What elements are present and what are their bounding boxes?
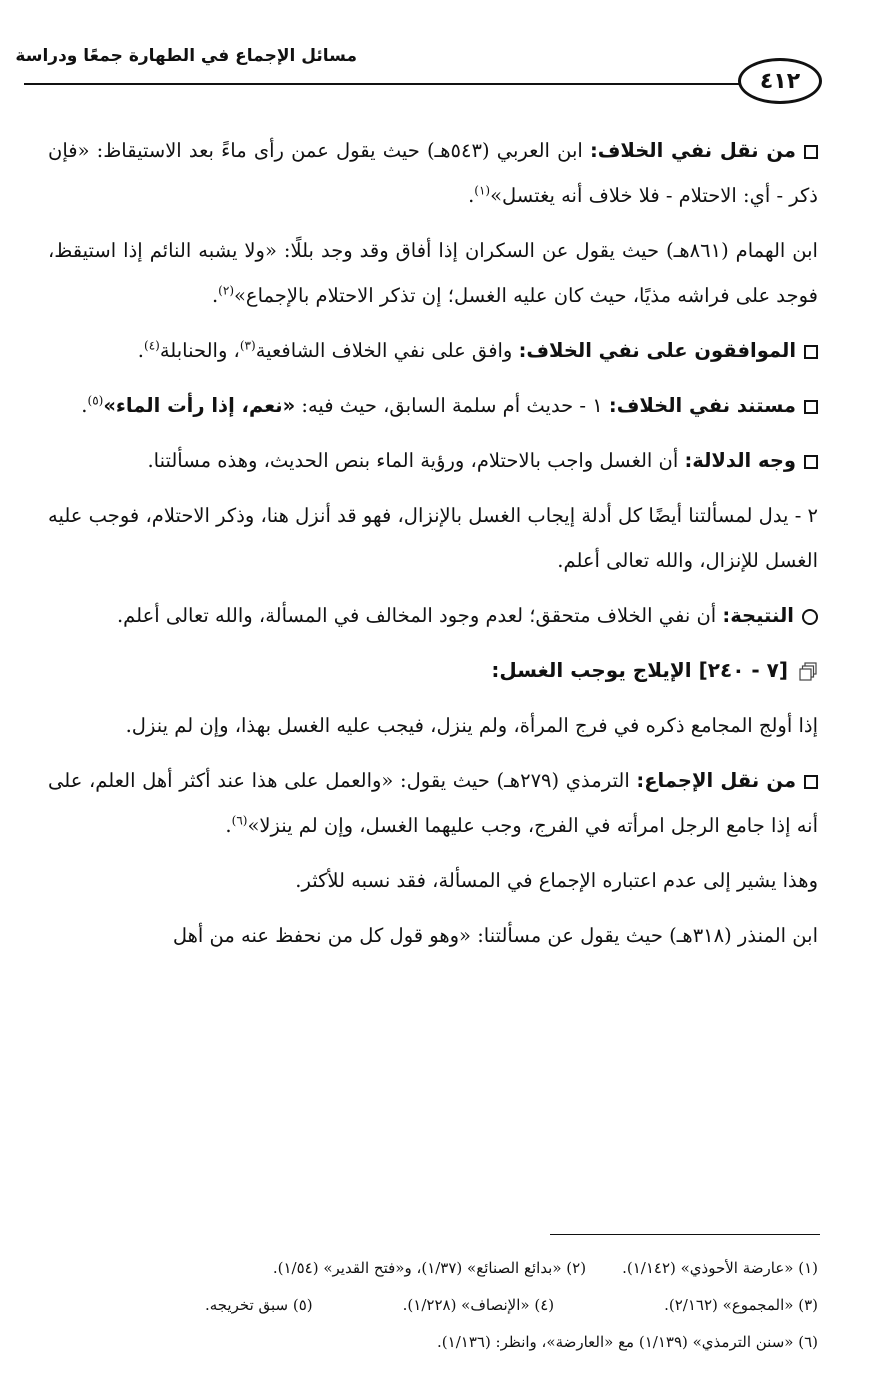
paragraph-text: ٢ - يدل لمسألتنا أيضًا كل أدلة إيجاب الغسل بالإنزال، فهو قد أنزل هنا، وذكر الاحتلام، فوجب عليه الغسل للإنزال، والله تعالى أعلم. bbox=[48, 504, 818, 572]
footnote-ref: (٣) bbox=[239, 338, 256, 353]
paragraph-text: الترمذي (٢٧٩هـ) حيث يقول: «والعمل على هذا عند أكثر أهل العلم، على أنه إذا جامع الرجل امرأته في الفرج، وجب عليهما الغسل، وإن لم ينزلا» bbox=[48, 769, 818, 837]
paragraph-text: ١ - حديث أم سلمة السابق، حيث فيه: bbox=[295, 394, 609, 417]
paragraph-text: وهذا يشير إلى عدم اعتباره الإجماع في المسألة، فقد نسبه للأكثر. bbox=[295, 869, 818, 892]
paragraph-label: مستند نفي الخلاف: bbox=[608, 394, 796, 417]
paragraph-evidence-aspect bbox=[48, 438, 818, 483]
footnote-line bbox=[48, 1250, 818, 1287]
paragraph-end: . bbox=[468, 184, 475, 207]
square-bullet-icon bbox=[804, 775, 818, 789]
paragraph-issue-statement bbox=[48, 703, 818, 748]
footnote: (٣) «المجموع» (٢/١٦٢). bbox=[664, 1296, 818, 1314]
footnote-rule bbox=[550, 1234, 820, 1235]
section-heading bbox=[48, 648, 818, 693]
paragraph-ibn-almundhir bbox=[48, 913, 818, 958]
paragraph-label: من نقل نفي الخلاف: bbox=[589, 139, 796, 162]
paragraph-text: ، والحنابلة bbox=[159, 339, 240, 362]
footnote-ref: (٦) bbox=[231, 813, 248, 828]
paragraph-text: ابن العربي (٥٤٣هـ) حيث يقول عمن رأى ماءً بعد الاستيقاظ: «فإن ذكر - أي: الاحتلام - فلا خلاف أنه يغتسل» bbox=[48, 139, 818, 207]
paragraph-text: أن الغسل واجب بالاحتلام، ورؤية الماء بنص الحديث، وهذه مسألتنا. bbox=[147, 449, 685, 472]
paragraph-text: ابن الهمام (٨٦١هـ) حيث يقول عن السكران إذا أفاق وقد وجد بللًا: «ولا يشبه النائم إذا استيقظ، فوجد على فراشه مذيًا، حيث كان عليه الغسل؛ إن تذكر الاحتلام بالإجماع» bbox=[48, 239, 818, 307]
paragraph-result bbox=[48, 593, 818, 638]
circle-bullet-icon bbox=[802, 609, 818, 625]
paragraph-transmitters-of-consensus bbox=[48, 758, 818, 848]
stacked-pages-icon bbox=[798, 662, 818, 682]
footnote: (٤) «الإنصاف» (١/٢٢٨). bbox=[402, 1296, 555, 1314]
paragraph-text: وافق على نفي الخلاف الشافعية bbox=[255, 339, 519, 362]
footnote: (٢) «بدائع الصنائع» (١/٣٧)، و«فتح القدير» (١/٥٤). bbox=[272, 1259, 587, 1277]
paragraph-text: ابن المنذر (٣١٨هـ) حيث يقول عن مسألتنا: «وهو قول كل من نحفظ عنه من أهل bbox=[172, 924, 818, 947]
paragraph-basis bbox=[48, 383, 818, 428]
section-heading-text: [٧ - ٢٤٠] الإيلاج يوجب الغسل: bbox=[491, 658, 788, 682]
running-header-title: مسائل الإجماع في الطهارة جمعًا ودراسة bbox=[15, 46, 357, 66]
header-rule bbox=[24, 83, 759, 85]
footnote-line bbox=[48, 1324, 818, 1361]
paragraph-label: النتيجة: bbox=[722, 604, 794, 627]
paragraph-end: . bbox=[137, 339, 144, 362]
paragraph-end: . bbox=[81, 394, 88, 417]
footnote: (٦) «سنن الترمذي» (١/١٣٩) مع «العارضة»، وانظر: (١/١٣٦). bbox=[437, 1333, 818, 1351]
footnote: (٥) سبق تخريجه. bbox=[204, 1296, 313, 1314]
square-bullet-icon bbox=[804, 345, 818, 359]
footnote-ref: (٥) bbox=[87, 393, 104, 408]
paragraph-label: الموافقون على نفي الخلاف: bbox=[518, 339, 796, 362]
paragraph-end: . bbox=[225, 814, 232, 837]
paragraph-label: من نقل الإجماع: bbox=[636, 769, 797, 792]
page-number: ٤١٢ bbox=[738, 58, 822, 104]
footnote-line bbox=[48, 1287, 818, 1324]
footnote: (١) «عارضة الأحوذي» (١/١٤٢). bbox=[622, 1259, 818, 1277]
paragraph-text: إذا أولج المجامع ذكره في فرج المرأة، ولم ينزل، فيجب عليه الغسل بهذا، وإن لم ينزل. bbox=[125, 714, 818, 737]
footnote-ref: (١) bbox=[474, 183, 491, 198]
footnote-ref: (٤) bbox=[144, 338, 160, 353]
paragraph-transmitters-of-no-dispute bbox=[48, 128, 818, 218]
paragraph-agreeing-scholars bbox=[48, 328, 818, 373]
square-bullet-icon bbox=[804, 455, 818, 469]
footnote-ref: (٢) bbox=[218, 283, 234, 298]
hadith-quote: «نعم، إذا رأت الماء» bbox=[103, 394, 296, 417]
footnotes bbox=[48, 1250, 818, 1361]
paragraph-second-evidence bbox=[48, 493, 818, 583]
square-bullet-icon bbox=[804, 145, 818, 159]
paragraph-label: وجه الدلالة: bbox=[684, 449, 796, 472]
square-bullet-icon bbox=[804, 400, 818, 414]
paragraph-ibn-alhumam bbox=[48, 228, 818, 318]
paragraph-end: . bbox=[211, 284, 219, 307]
paragraph-remark bbox=[48, 858, 818, 903]
paragraph-text: أن نفي الخلاف متحقق؛ لعدم وجود المخالف في المسألة، والله تعالى أعلم. bbox=[116, 604, 723, 627]
body-text bbox=[48, 128, 818, 968]
